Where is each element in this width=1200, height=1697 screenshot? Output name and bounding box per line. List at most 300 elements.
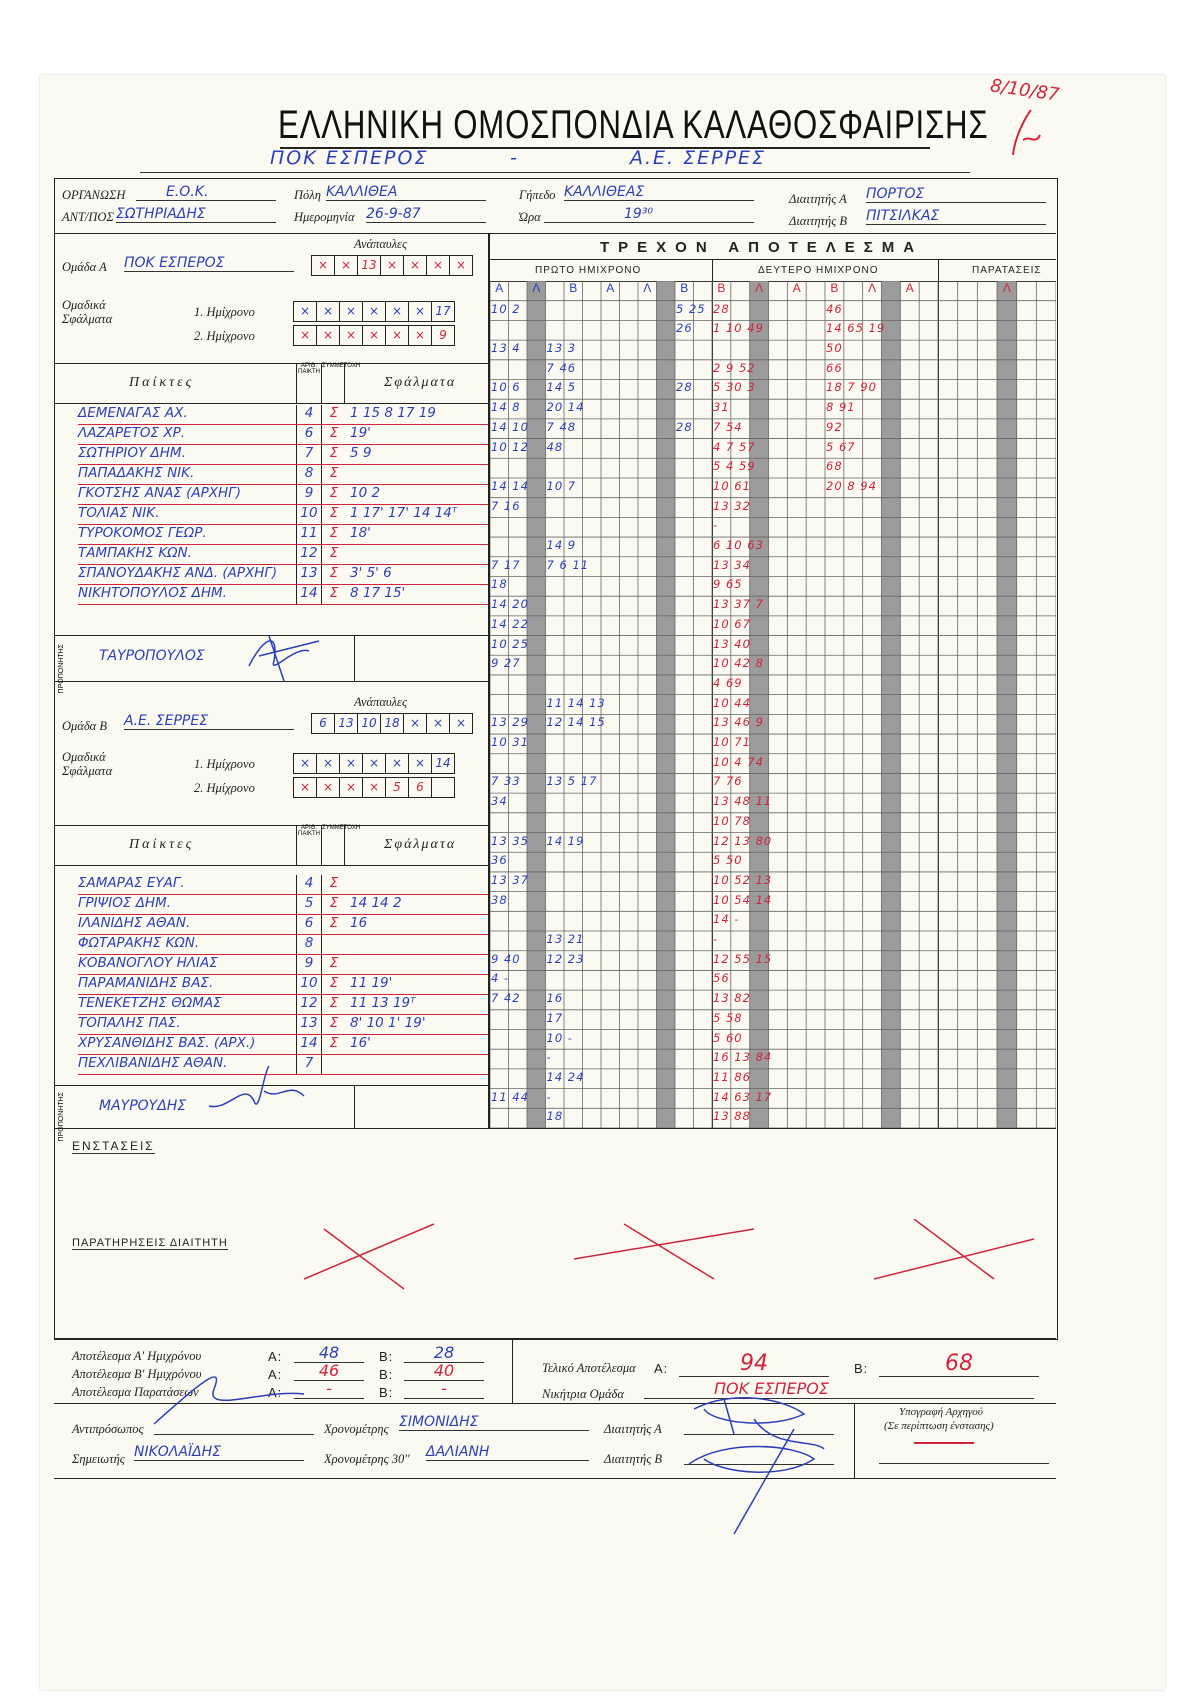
score-entry: 14 10: [491, 419, 529, 434]
team-b-entry-label: ΣΥΜΜΕΤΟΧΗ: [322, 825, 345, 865]
player-row: [78, 955, 488, 975]
player-row: [78, 485, 488, 505]
match-separator: -: [510, 147, 517, 169]
score-entry: 10 44: [713, 695, 751, 710]
player-entry: Σ: [329, 545, 339, 561]
ta-h2-box: 9: [431, 325, 455, 346]
player-row: [78, 875, 488, 895]
score-entry: 13 29: [491, 715, 529, 730]
player-entry: Σ: [329, 995, 339, 1011]
representative-signature: [144, 1359, 314, 1434]
team-b-half2-label: 2. Ημίχρονο: [194, 781, 255, 795]
winner-value: ΠΟΚ ΕΣΠΕΡΟΣ: [644, 1379, 1034, 1399]
player-fouls: 19': [350, 425, 371, 441]
score-entry: 13 3: [546, 341, 577, 356]
organization-label: ΟΡΓΑΝΩΣΗ: [62, 188, 126, 202]
score-entry: 13 88: [713, 1109, 751, 1124]
tb-timeouts-box: ×: [403, 713, 427, 734]
score-entry: 13 37 7: [713, 597, 764, 612]
team-a-half1-fouls: [294, 301, 455, 322]
sheet-bottom-rule: [54, 1478, 1056, 1479]
final-a-label: Α:: [654, 1361, 669, 1376]
federation-title: ΕΛΛΗΝΙΚΗ ΟΜΟΣΠΟΝΔΙΑ ΚΑΛΑΘΟΣΦΑΙΡΙΣΗΣ: [278, 103, 989, 147]
team-b-players-header: [54, 825, 488, 866]
representative-value: ΣΩΤΗΡΙΑΔΗΣ: [116, 206, 276, 223]
player-row: [78, 995, 488, 1015]
tb-timeouts-box: 13: [334, 713, 358, 734]
time-label: Ώρα: [519, 210, 541, 224]
player-row: [78, 505, 488, 525]
player-fouls: 8' 10 1' 19': [350, 1015, 426, 1031]
score-entry: 68: [826, 459, 843, 474]
tb-h2-box: ×: [339, 777, 363, 798]
score-entry: 10 67: [713, 616, 751, 631]
player-entry: Σ: [329, 425, 339, 441]
tb-timeouts-box: 6: [311, 713, 335, 734]
player-row: [78, 975, 488, 995]
court-value: ΚΑΛΛΙΘΕΑΣ: [564, 184, 754, 201]
date-value: 26-9-87: [366, 206, 486, 223]
half1-result-label: Αποτέλεσμα Α' Ημιχρόνου: [72, 1349, 202, 1363]
referee-a-value: ΠΟΡΤΟΣ: [866, 186, 1046, 203]
score-entry: 12 14 15: [546, 715, 606, 730]
referee-notes-label: ΠΑΡΑΤΗΡΗΣΕΙΣ ΔΙΑΙΤΗΤΗ: [72, 1237, 228, 1249]
score-entry: 13 4: [491, 341, 521, 356]
referee-b-value: ΠΙΤΣΙΛΚΑΣ: [866, 208, 1046, 225]
score-column-header: Λ: [868, 281, 877, 295]
score-entry: 5 25: [676, 301, 706, 316]
ta-timeouts-box: ×: [311, 255, 335, 276]
score-entry: 10 12: [491, 439, 529, 454]
player-name: ΣΠΑΝΟΥΔΑΚΗΣ ΑΝΔ. (ΑΡΧΗΓ): [78, 565, 278, 581]
team-b-coach-signature: [204, 1061, 314, 1131]
ta-h1-box: ×: [385, 301, 409, 322]
score-entry: 12 23: [546, 951, 585, 966]
ta-timeouts-box: 13: [357, 255, 381, 276]
score-entry: 6 10 63: [713, 538, 764, 553]
ta-timeouts-box: ×: [334, 255, 358, 276]
score-entry: 7 48: [546, 419, 577, 434]
player-fouls: 10 2: [350, 485, 381, 501]
final-b-label: Β:: [854, 1361, 869, 1376]
score-entry: 10 -: [546, 1030, 573, 1045]
player-number: 13: [296, 1015, 322, 1034]
player-number: 10: [296, 975, 322, 994]
score-entry: 10 4 74: [713, 754, 764, 769]
team-a-coach-signature: [239, 626, 329, 686]
tb-h1-box: ×: [362, 753, 386, 774]
score-entry: 50: [826, 341, 843, 356]
player-name: ΓΡΙΨΙΟΣ ΔΗΜ.: [78, 895, 172, 911]
ta-timeouts-box: ×: [449, 255, 473, 276]
tb-h1-box: 14: [431, 753, 455, 774]
score-entry: 5 67: [826, 439, 856, 454]
score-entry: 13 48 11: [713, 794, 773, 809]
score-entry: 10 31: [491, 735, 529, 750]
timekeeper30-label: Χρονομέτρης 30'': [324, 1452, 410, 1466]
score-entry: 5 60: [713, 1030, 743, 1045]
second-half-label: ΔΕΥΤΕΡΟ ΗΜΙΧΡΟΝΟ: [758, 265, 879, 276]
tb-h1-box: ×: [339, 753, 363, 774]
court-label: Γήπεδο: [519, 188, 556, 202]
team-b-number-label: ΑΡΙΘ. ΠΑΙΚΤΗ: [296, 825, 322, 865]
city-value: ΚΑΛΛΙΘΕΑ: [326, 184, 486, 201]
ta-h2-box: ×: [362, 325, 386, 346]
player-fouls: 5 9: [350, 445, 372, 461]
score-entry: 16 13 84: [713, 1050, 773, 1065]
player-name: ΙΛΑΝΙΔΗΣ ΑΘΑΝ.: [78, 915, 191, 931]
score-entry: 11 14 13: [546, 695, 606, 710]
player-number: 14: [296, 1035, 322, 1054]
score-entry: 7 46: [546, 360, 577, 375]
winner-label: Νικήτρια Ομάδα: [542, 1387, 624, 1401]
half1-a-label: Α:: [268, 1349, 283, 1364]
score-column-header: Λ: [755, 281, 764, 295]
ta-h2-box: ×: [385, 325, 409, 346]
player-entry: Σ: [329, 485, 339, 501]
player-entry: Σ: [329, 565, 339, 581]
team-a-fouls-label: Σφάλματα: [384, 375, 457, 390]
player-number: 8: [296, 935, 322, 954]
score-entry: 46: [826, 301, 843, 316]
player-row: [78, 525, 488, 545]
score-entry: 13 46 9: [713, 715, 764, 730]
score-entry: 92: [826, 419, 843, 434]
score-column-header: Α: [606, 281, 615, 295]
player-row: [78, 545, 488, 565]
player-row: [78, 445, 488, 465]
score-entry: 7 16: [491, 498, 521, 513]
player-name: ΠΑΠΑΔΑΚΗΣ ΝΙΚ.: [78, 465, 195, 481]
player-name: ΓΚΟΤΣΗΣ ΑΝΑΣ (ΑΡΧΗΓ): [78, 485, 241, 501]
team-b-coach-name: ΜΑΥΡΟΥΔΗΣ: [99, 1098, 187, 1114]
player-name: ΤΟΛΙΑΣ ΝΙΚ.: [78, 505, 160, 521]
score-entry: 4 69: [713, 675, 743, 690]
representative-sign-label: Αντιπρόσωπος: [72, 1422, 144, 1436]
player-entry: Σ: [329, 915, 339, 931]
half2-result-label: Αποτέλεσμα Β' Ημιχρόνου: [72, 1367, 202, 1381]
score-entry: -: [546, 1089, 552, 1104]
score-entry: 2 9 52: [713, 360, 756, 375]
running-score-title: ΤΡΕΧΟΝ ΑΠΟΤΕΛΕΣΜΑ: [600, 239, 924, 256]
tb-h2-box: ×: [362, 777, 386, 798]
captain-sign-strike: [914, 1442, 974, 1444]
team-b-half2-fouls: [294, 777, 455, 798]
score-entry: 14 -: [713, 912, 740, 927]
team-a-number-label: ΑΡΙΘ. ΠΑΙΚΤΗ: [296, 363, 322, 403]
score-sheet: [40, 75, 1165, 1690]
score-entry: 13 40: [713, 636, 751, 651]
player-fouls: 8 17 15': [350, 585, 406, 601]
team-b-players-label: Παίκτες: [129, 837, 195, 852]
player-number: 9: [296, 485, 322, 504]
overtime-label: ΠΑΡΑΤΑΣΕΙΣ: [972, 265, 1042, 276]
match-underline: [140, 172, 970, 173]
score-entry: 13 32: [713, 498, 751, 513]
header-section: [54, 178, 1056, 234]
score-column-header: Β: [717, 281, 726, 295]
referee-a-sign-label: Διαιτητής Α: [604, 1422, 662, 1436]
score-column-header: Α: [495, 281, 504, 295]
player-row: [78, 895, 488, 915]
team-a-header-section: [54, 233, 488, 364]
player-name: ΤΑΜΠΑΚΗΣ ΚΩΝ.: [78, 545, 192, 561]
captain-divider: [854, 1404, 855, 1479]
referee-a-label: Διαιτητής Α: [789, 192, 847, 206]
team-a-coach-section: [54, 635, 488, 694]
team-a-coach-divider: [354, 636, 355, 681]
team-a-timeouts: [312, 255, 473, 276]
tb-h2-box: ×: [316, 777, 340, 798]
tb-h2-box: ×: [293, 777, 317, 798]
first-half-label: ΠΡΩΤΟ ΗΜΙΧΡΟΝΟ: [535, 265, 642, 276]
score-entry: 18: [546, 1109, 564, 1124]
player-name: ΤΕΝΕΚΕΤΖΗΣ ΘΩΜΑΣ: [78, 995, 222, 1011]
player-number: 11: [296, 525, 322, 544]
overtime-a-label: Α:: [268, 1385, 283, 1400]
score-column-header: Β: [569, 281, 578, 295]
player-entry: Σ: [329, 505, 339, 521]
score-entry: 9 27: [491, 656, 521, 671]
player-entry: Σ: [329, 1035, 339, 1051]
ta-h1-box: ×: [408, 301, 432, 322]
player-row: [78, 935, 488, 955]
player-number: 6: [296, 425, 322, 444]
player-name: ΠΑΡΑΜΑΝΙΔΗΣ ΒΑΣ.: [78, 975, 214, 991]
score-entry: 10 2: [491, 301, 521, 316]
timekeeper-label: Χρονομέτρης: [324, 1422, 389, 1436]
player-row: [78, 565, 488, 585]
score-entry: 14 24: [546, 1069, 585, 1084]
score-entry: 56: [713, 971, 730, 986]
team-a-players-label: Παίκτες: [129, 375, 195, 390]
ta-h1-box: ×: [316, 301, 340, 322]
signatures-section: [54, 1403, 1056, 1479]
score-entry: 14 19: [546, 833, 585, 848]
score-entry: 13 37: [491, 872, 529, 887]
scorer-label: Σημειωτής: [72, 1452, 125, 1466]
score-column-header: Β: [830, 281, 839, 295]
match-team-a: ΠΟΚ ΕΣΠΕΡΟΣ: [270, 147, 429, 169]
score-entry: -: [713, 518, 719, 533]
referees-signature: [674, 1389, 834, 1539]
score-entry: 7 76: [713, 774, 743, 789]
score-entry: 4 -: [491, 971, 510, 986]
score-entry: 18: [491, 577, 508, 592]
player-entry: Σ: [329, 405, 339, 421]
score-entry: 14 22: [491, 616, 529, 631]
player-row: [78, 425, 488, 445]
player-row: [78, 1015, 488, 1035]
player-name: ΚΟΒΑΝΟΓΛΟΥ ΗΛΙΑΣ: [78, 955, 218, 971]
half1-b-label: Β:: [379, 1349, 394, 1364]
team-b-label: Ομάδα Β: [62, 719, 107, 733]
score-entry: 18 7 90: [826, 380, 877, 395]
score-entry: 26: [676, 321, 693, 336]
score-entry: 10 25: [491, 636, 529, 651]
score-entry: 7 54: [713, 419, 743, 434]
score-entry: 14 9: [546, 538, 577, 553]
final-b-score: 68: [879, 1351, 1039, 1377]
score-column-header: Α: [905, 281, 914, 295]
organization-value: Ε.Ο.Κ.: [136, 184, 276, 201]
player-entry: Σ: [329, 525, 339, 541]
player-row: [78, 915, 488, 935]
half1-a-score: 48: [294, 1343, 364, 1363]
score-entry: 14 65 19: [826, 321, 886, 336]
score-entry: 10 71: [713, 735, 751, 750]
tb-h2-box: 6: [408, 777, 432, 798]
ta-timeouts-box: ×: [403, 255, 427, 276]
player-name: ΣΩΤΗΡΙΟΥ ΔΗΜ.: [78, 445, 186, 461]
player-entry: Σ: [329, 955, 339, 971]
score-entry: 5 30 3: [713, 380, 756, 395]
tb-h2-box: 5: [385, 777, 409, 798]
score-entry: 8 91: [826, 400, 856, 415]
score-entry: 16: [546, 991, 564, 1006]
ta-h1-box: 17: [431, 301, 455, 322]
city-label: Πόλη: [294, 188, 321, 202]
team-b-team-fouls-label: Ομαδικά Σφάλματα: [62, 750, 113, 778]
player-number: 7: [296, 1055, 322, 1074]
corner-initials-signature: [1005, 105, 1045, 165]
team-a-half2-label: 2. Ημίχρονο: [194, 329, 255, 343]
score-entry: 12 55 15: [713, 951, 773, 966]
score-entry: 20 14: [546, 400, 585, 415]
player-row: [78, 405, 488, 425]
void-crosses: [294, 1219, 1054, 1329]
tb-h1-box: ×: [293, 753, 317, 774]
date-label: Ημερομηνία: [294, 210, 355, 224]
score-entry: 17: [546, 1010, 564, 1025]
player-entry: Σ: [329, 975, 339, 991]
score-entry: 5 50: [713, 853, 743, 868]
overtime-a-score: -: [294, 1379, 364, 1399]
score-column-header: Α: [792, 281, 801, 295]
tb-h1-box: ×: [385, 753, 409, 774]
player-fouls: 1 15 8 17 19: [350, 405, 436, 421]
ta-timeouts-box: ×: [426, 255, 450, 276]
score-entry: 7 33: [491, 774, 521, 789]
score-entry: 31: [713, 400, 730, 415]
overtime-b-label: Β:: [379, 1385, 394, 1400]
player-number: 7: [296, 445, 322, 464]
team-a-coach-label: ΠΡΟΠΟΝΗΤΗΣ: [58, 644, 65, 694]
score-entry: 13 5 17: [546, 774, 598, 789]
score-entry: 7 6 11: [546, 557, 590, 572]
results-divider: [512, 1339, 513, 1404]
player-entry: Σ: [329, 1015, 339, 1031]
final-result-label: Τελικό Αποτέλεσμα: [542, 1361, 636, 1375]
score-entry: 28: [676, 380, 693, 395]
captain-sign-label: Υπογραφή Αρχηγού: [899, 1406, 983, 1418]
score-entry: 38: [491, 892, 508, 907]
corner-date-note: 8/10/87: [988, 75, 1061, 106]
player-name: ΠΕΧΛΙΒΑΝΙΔΗΣ ΑΘΑΝ.: [78, 1055, 228, 1071]
ta-h1-box: ×: [339, 301, 363, 322]
player-fouls: 14 14 2: [350, 895, 402, 911]
running-score-section: [490, 233, 1056, 1128]
player-name: ΧΡΥΣΑΝΘΙΔΗΣ ΒΑΣ. (ΑΡΧ.): [78, 1035, 256, 1051]
player-number: 14: [296, 585, 322, 604]
score-entry: 4 7 57: [713, 439, 756, 454]
team-a-entry-label: ΣΥΜΜΕΤΟΧΗ: [322, 363, 345, 403]
timekeeper-name: ΣΙΜΟΝΙΔΗΣ: [399, 1414, 589, 1431]
score-entry: -: [546, 1050, 552, 1065]
team-b-half1-label: 1. Ημίχρονο: [194, 757, 255, 771]
ta-h1-box: ×: [362, 301, 386, 322]
team-b-timeouts-label: Ανάπαυλες: [354, 695, 408, 709]
tb-h1-box: ×: [316, 753, 340, 774]
score-entry: 9 65: [713, 577, 743, 592]
team-a-label: Ομάδα Α: [62, 260, 107, 274]
score-entry: 10 54 14: [713, 892, 773, 907]
player-name: ΝΙΚΗΤΟΠΟΥΛΟΣ ΔΗΜ.: [78, 585, 227, 601]
half1-b-score: 28: [404, 1343, 484, 1363]
time-value: 19³⁰: [544, 206, 754, 223]
running-score-title-rule: [490, 259, 1056, 260]
score-entry: 14 20: [491, 597, 529, 612]
scorer-name: ΝΙΚΟΛΑΪΔΗΣ: [134, 1444, 304, 1461]
protests-label: ΕΝΣΤΑΣΕΙΣ: [72, 1139, 155, 1153]
team-a-name: ΠΟΚ ΕΣΠΕΡΟΣ: [124, 255, 294, 272]
tb-timeouts-box: 10: [357, 713, 381, 734]
timekeeper30-name: ΔΑΛΙΑΝΗ: [426, 1444, 589, 1461]
match-team-b: Α.Ε. ΣΕΡΡΕΣ: [630, 147, 767, 169]
score-entry: 7 17: [491, 557, 521, 572]
player-fouls: 11 19': [350, 975, 393, 991]
score-column-header: Λ: [1002, 281, 1011, 295]
score-column-header: Β: [680, 281, 689, 295]
captain-sign-line: [879, 1449, 1049, 1464]
team-b-fouls-label: Σφάλματα: [384, 837, 457, 852]
player-name: ΛΑΖΑΡΕΤΟΣ ΧΡ.: [78, 425, 185, 441]
score-entry: 10 52 13: [713, 872, 773, 887]
team-b-coach-label: ΠΡΟΠΟΝΗΤΗΣ: [58, 1092, 65, 1142]
score-entry: 11 86: [713, 1069, 751, 1084]
score-entry: 13 35: [491, 833, 529, 848]
score-entry: 34: [491, 794, 508, 809]
player-number: 5: [296, 895, 322, 914]
player-name: ΔΕΜΕΝΑΓΑΣ ΑΧ.: [78, 405, 188, 421]
score-entry: 10 6: [491, 380, 521, 395]
ta-h2-box: ×: [339, 325, 363, 346]
tb-timeouts-box: ×: [449, 713, 473, 734]
player-fouls: 3' 5' 6: [350, 565, 392, 581]
half2-a-label: Α:: [268, 1367, 283, 1382]
player-entry: Σ: [329, 895, 339, 911]
score-entry: 5 58: [713, 1010, 743, 1025]
team-b-coach-divider: [354, 1086, 355, 1129]
player-number: 12: [296, 995, 322, 1014]
tb-h1-box: ×: [408, 753, 432, 774]
referee-b-sign-label: Διαιτητής Β: [604, 1452, 663, 1466]
score-entry: 13 34: [713, 557, 751, 572]
score-entry: 9 40: [491, 951, 521, 966]
referee-b-label: Διαιτητής Β: [789, 214, 848, 228]
captain-sign-note: (Σε περίπτωση ένστασης): [884, 1420, 994, 1432]
player-row: [78, 465, 488, 485]
player-name: ΣΑΜΑΡΑΣ ΕΥΑΓ.: [78, 875, 185, 891]
final-a-score: 94: [679, 1351, 829, 1377]
overtime-result-label: Αποτέλεσμα Παρατάσεων: [72, 1385, 199, 1399]
player-row: [78, 585, 488, 605]
ta-h2-box: ×: [293, 325, 317, 346]
ta-timeouts-box: ×: [380, 255, 404, 276]
score-entry: 7 42: [491, 991, 521, 1006]
protests-section: [54, 1128, 1056, 1339]
half2-a-score: 46: [294, 1361, 364, 1381]
